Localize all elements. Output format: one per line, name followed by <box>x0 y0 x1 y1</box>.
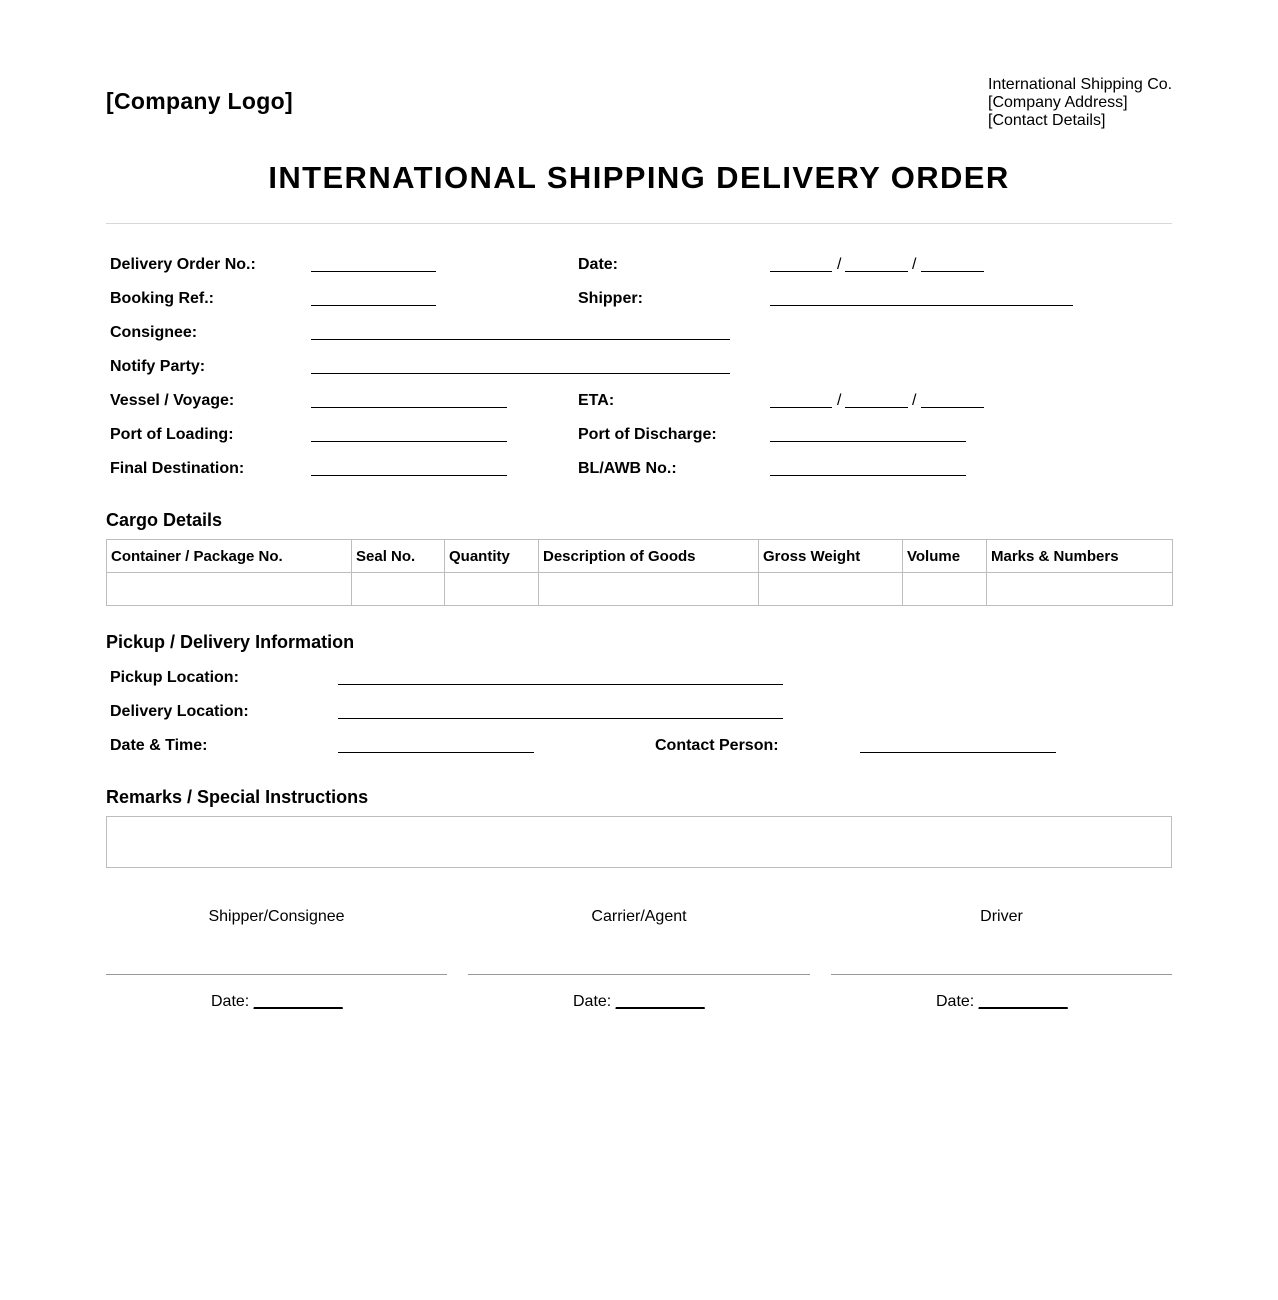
date-label: Date: <box>578 256 619 273</box>
cargo-cell[interactable] <box>107 573 352 606</box>
company-address: [Company Address] <box>988 94 1128 111</box>
pickup-location-field[interactable] <box>338 684 783 685</box>
consignee-label: Consignee: <box>110 324 198 341</box>
pickup-location-label: Pickup Location: <box>110 669 239 686</box>
cargo-column-header: Seal No. <box>352 540 445 573</box>
shipper-label: Shipper: <box>578 290 643 307</box>
cargo-column-header: Volume <box>903 540 987 573</box>
cargo-column-header: Quantity <box>445 540 539 573</box>
port-of-loading-field[interactable] <box>311 441 507 442</box>
cargo-column-header: Marks & Numbers <box>987 540 1173 573</box>
final-destination-field[interactable] <box>311 475 507 476</box>
port-of-discharge-label: Port of Discharge: <box>578 426 717 443</box>
cargo-cell[interactable] <box>539 573 759 606</box>
document-title: INTERNATIONAL SHIPPING DELIVERY ORDER <box>268 160 1010 195</box>
consignee-field[interactable] <box>311 339 730 340</box>
bl-awb-no-label: BL/AWB No.: <box>578 460 677 477</box>
signature-line-driver[interactable] <box>831 974 1172 975</box>
signature-date-carrier-agent <box>573 993 705 1011</box>
company-info <box>988 76 1172 130</box>
notify-party-label: Notify Party: <box>110 358 206 375</box>
date-time-field[interactable] <box>338 752 534 753</box>
signature-line-carrier-agent[interactable] <box>468 974 810 975</box>
cargo-cell[interactable] <box>987 573 1173 606</box>
date-year-field[interactable] <box>921 271 984 272</box>
signature-date-label: Date: <box>936 993 975 1010</box>
date-separator: / <box>912 256 917 273</box>
signature-date-label: Date: <box>211 993 250 1010</box>
vessel-voyage-label: Vessel / Voyage: <box>110 392 235 409</box>
cargo-table <box>106 539 1173 606</box>
date-separator: / <box>837 256 842 273</box>
cargo-column-header: Description of Goods <box>539 540 759 573</box>
cargo-header-row <box>107 540 1173 573</box>
date-day-field[interactable] <box>770 271 832 272</box>
date-separator: / <box>912 392 917 409</box>
signature-date-driver <box>936 993 1068 1011</box>
signature-date-label: Date: <box>573 993 612 1010</box>
pickup-delivery-heading: Pickup / Delivery Information <box>106 632 355 652</box>
eta-year-field[interactable] <box>921 407 984 408</box>
delivery-location-field[interactable] <box>338 718 783 719</box>
signature-date-shipper-consignee <box>211 993 343 1011</box>
date-time-label: Date & Time: <box>110 737 208 754</box>
shipper-field[interactable] <box>770 305 1073 306</box>
date-separator: / <box>837 392 842 409</box>
port-of-loading-label: Port of Loading: <box>110 426 234 443</box>
final-destination-label: Final Destination: <box>110 460 245 477</box>
title-divider <box>106 223 1172 224</box>
signature-date-blank[interactable]: __________ <box>978 993 1068 1010</box>
table-row <box>107 573 1173 606</box>
booking-ref-field[interactable] <box>311 305 436 306</box>
company-name: International Shipping Co. <box>988 76 1173 93</box>
cargo-cell[interactable] <box>759 573 903 606</box>
signature-title-carrier-agent: Carrier/Agent <box>591 908 687 925</box>
vessel-voyage-field[interactable] <box>311 407 507 408</box>
remarks-heading: Remarks / Special Instructions <box>106 787 369 807</box>
signature-title-driver: Driver <box>980 908 1023 925</box>
cargo-cell[interactable] <box>445 573 539 606</box>
contact-person-label: Contact Person: <box>655 737 779 754</box>
booking-ref-label: Booking Ref.: <box>110 290 214 307</box>
eta-month-field[interactable] <box>845 407 908 408</box>
signature-date-blank[interactable]: __________ <box>253 993 343 1010</box>
cargo-cell[interactable] <box>352 573 445 606</box>
cargo-column-header: Gross Weight <box>759 540 903 573</box>
delivery-location-label: Delivery Location: <box>110 703 249 720</box>
signature-line-shipper-consignee[interactable] <box>106 974 447 975</box>
delivery-order-no-field[interactable] <box>311 271 436 272</box>
cargo-cell[interactable] <box>903 573 987 606</box>
notify-party-field[interactable] <box>311 373 730 374</box>
date-month-field[interactable] <box>845 271 908 272</box>
bl-awb-no-field[interactable] <box>770 475 966 476</box>
remarks-box[interactable] <box>106 816 1172 868</box>
company-logo-placeholder: [Company Logo] <box>106 88 293 114</box>
eta-day-field[interactable] <box>770 407 832 408</box>
contact-person-field[interactable] <box>860 752 1056 753</box>
signature-date-blank[interactable]: __________ <box>615 993 705 1010</box>
signature-title-shipper-consignee: Shipper/Consignee <box>208 908 345 925</box>
port-of-discharge-field[interactable] <box>770 441 966 442</box>
delivery-order-no-label: Delivery Order No.: <box>110 256 256 273</box>
eta-label: ETA: <box>578 392 615 409</box>
cargo-details-heading: Cargo Details <box>106 510 223 530</box>
cargo-column-header: Container / Package No. <box>107 540 352 573</box>
company-contact: [Contact Details] <box>988 112 1106 129</box>
